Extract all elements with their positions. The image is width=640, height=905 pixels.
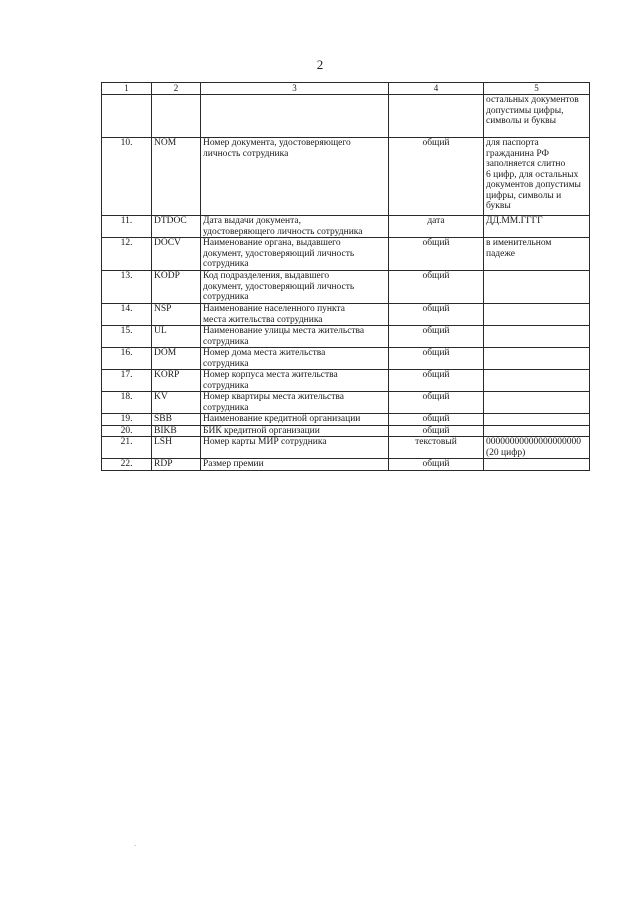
field-note: 00000000000000000000 (20 цифр) <box>484 437 590 459</box>
field-type: текстовый <box>389 437 484 459</box>
field-description: Размер премии <box>201 459 389 471</box>
field-note: остальных документов допустимы цифры, символы и буквы <box>484 95 590 138</box>
header-cell: 4 <box>389 83 484 95</box>
field-note: для паспорта гражданина РФ заполняется слитно 6 цифр, для остальных документов допустимы цифры, символы и буквы <box>484 138 590 216</box>
header-cell: 3 <box>201 83 389 95</box>
field-code: DOCV <box>152 238 201 271</box>
field-code: DOM <box>152 348 201 370</box>
field-code: DTDOC <box>152 216 201 238</box>
header-cell: 5 <box>484 83 590 95</box>
row-number <box>102 95 152 138</box>
table-row <box>102 459 590 471</box>
fields-table <box>101 82 590 471</box>
field-type: общий <box>389 326 484 348</box>
table-row <box>102 216 590 238</box>
row-number: 18. <box>102 392 152 414</box>
field-description: Номер квартиры места жительства сотрудника <box>201 392 389 414</box>
table-row <box>102 326 590 348</box>
field-code: KODP <box>152 271 201 304</box>
field-type: общий <box>389 370 484 392</box>
field-description <box>201 95 389 138</box>
field-description: Номер дома места жительства сотрудника <box>201 348 389 370</box>
field-code: KV <box>152 392 201 414</box>
row-number: 11. <box>102 216 152 238</box>
field-type: общий <box>389 238 484 271</box>
field-note <box>484 392 590 414</box>
field-type: общий <box>389 304 484 326</box>
table-header-row <box>102 83 590 95</box>
field-note <box>484 425 590 437</box>
table-row <box>102 437 590 459</box>
field-code: NSP <box>152 304 201 326</box>
field-type: общий <box>389 348 484 370</box>
table-row <box>102 138 590 216</box>
row-number: 20. <box>102 425 152 437</box>
field-description: Наименование населенного пункта места жительства сотрудника <box>201 304 389 326</box>
field-note <box>484 326 590 348</box>
field-description: Наименование органа, выдавшего документ, удостоверяющий личность сотрудника <box>201 238 389 271</box>
field-type: дата <box>389 216 484 238</box>
table-row <box>102 425 590 437</box>
scan-speck: · <box>134 842 137 850</box>
field-code: LSH <box>152 437 201 459</box>
field-note <box>484 370 590 392</box>
field-code: NOM <box>152 138 201 216</box>
field-code: SBB <box>152 414 201 426</box>
field-description: БИК кредитной организации <box>201 425 389 437</box>
field-type <box>389 95 484 138</box>
row-number: 10. <box>102 138 152 216</box>
field-code: KORP <box>152 370 201 392</box>
table-row <box>102 392 590 414</box>
field-description: Номер карты МИР сотрудника <box>201 437 389 459</box>
page-number: 2 <box>316 57 324 72</box>
row-number: 21. <box>102 437 152 459</box>
field-description: Номер документа, удостоверяющего личность сотрудника <box>201 138 389 216</box>
table-row <box>102 238 590 271</box>
field-note <box>484 304 590 326</box>
row-number: 13. <box>102 271 152 304</box>
field-code: BIKB <box>152 425 201 437</box>
table-row <box>102 370 590 392</box>
row-number: 17. <box>102 370 152 392</box>
row-number: 22. <box>102 459 152 471</box>
field-type: общий <box>389 425 484 437</box>
field-type: общий <box>389 392 484 414</box>
table-row <box>102 414 590 426</box>
table-row <box>102 304 590 326</box>
table-row <box>102 271 590 304</box>
field-code <box>152 95 201 138</box>
field-note <box>484 459 590 471</box>
header-cell: 2 <box>152 83 201 95</box>
table-row <box>102 95 590 138</box>
field-description: Наименование улицы места жительства сотрудника <box>201 326 389 348</box>
field-note: в именительном падеже <box>484 238 590 271</box>
field-note <box>484 348 590 370</box>
field-description: Наименование кредитной организации <box>201 414 389 426</box>
field-note <box>484 271 590 304</box>
table-row <box>102 348 590 370</box>
field-note: ДД.ММ.ГГГГ <box>484 216 590 238</box>
field-description: Дата выдачи документа, удостоверяющего личность сотрудника <box>201 216 389 238</box>
field-note <box>484 414 590 426</box>
row-number: 14. <box>102 304 152 326</box>
field-description: Код подразделения, выдавшего документ, удостоверяющий личность сотрудника <box>201 271 389 304</box>
field-type: общий <box>389 138 484 216</box>
field-type: общий <box>389 414 484 426</box>
field-description: Номер корпуса места жительства сотрудника <box>201 370 389 392</box>
row-number: 16. <box>102 348 152 370</box>
row-number: 15. <box>102 326 152 348</box>
row-number: 19. <box>102 414 152 426</box>
field-type: общий <box>389 459 484 471</box>
header-cell: 1 <box>102 83 152 95</box>
row-number: 12. <box>102 238 152 271</box>
field-code: RDP <box>152 459 201 471</box>
field-type: общий <box>389 271 484 304</box>
field-code: UL <box>152 326 201 348</box>
